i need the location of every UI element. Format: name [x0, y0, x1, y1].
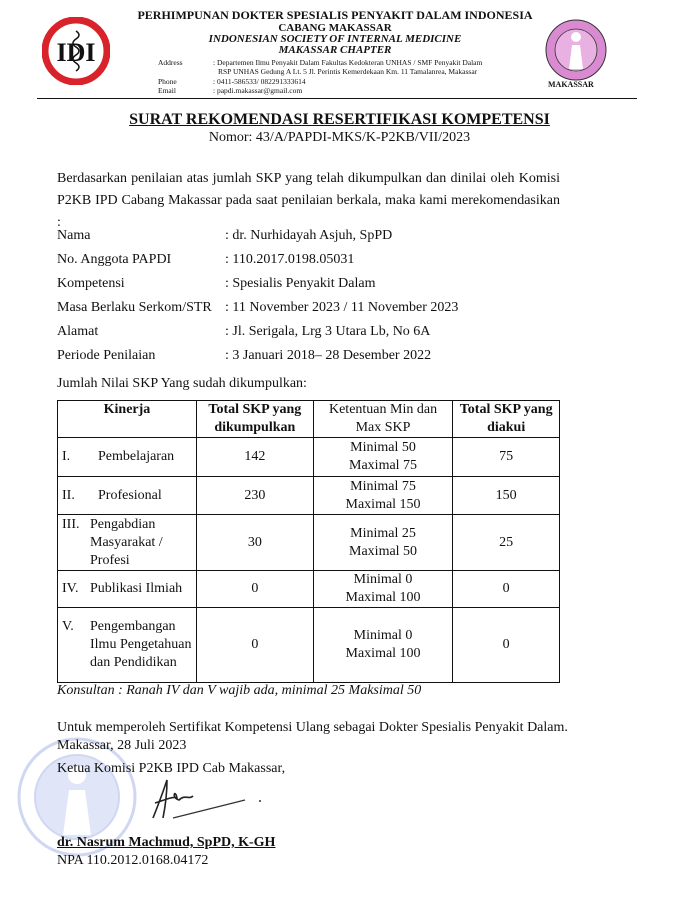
col-header-ketentuan: Ketentuan Min dan Max SKP	[313, 401, 453, 438]
row-number: III.	[62, 516, 80, 532]
document-number: Nomor: 43/A/PAPDI-MKS/K-P2KB/VII/2023	[208, 130, 471, 145]
field-label: Alamat	[57, 324, 99, 339]
kinerja-label: Pengembangan Ilmu Pengetahuan dan Pendidikan	[90, 619, 192, 670]
signer-npa: NPA 110.2012.0168.04172	[57, 853, 209, 868]
max-value: Maximal 150	[345, 496, 421, 512]
field-value: : 110.2017.0198.05031	[225, 252, 355, 267]
table-row	[58, 477, 560, 515]
field-label: Masa Berlaku Serkom/STR	[57, 300, 212, 315]
chapter-en: MAKASSAR CHAPTER	[278, 44, 392, 56]
max-value: Maximal 50	[349, 543, 418, 559]
row-number: II.	[62, 487, 75, 503]
max-value: Maximal 100	[345, 590, 421, 605]
table-caption: Jumlah Nilai SKP Yang sudah dikumpulkan:	[57, 376, 307, 391]
field-value: : dr. Nurhidayah Asjuh, SpPD	[225, 228, 393, 243]
cell-diakui: 0	[453, 571, 560, 608]
table-note: Konsultan : Ranah IV dan V wajib ada, minimal 25 Maksimal 50	[57, 683, 422, 698]
cell-kinerja	[58, 515, 197, 571]
min-value: Minimal 25	[350, 525, 416, 541]
cell-kinerja	[58, 571, 197, 608]
closing-text: Untuk memperoleh Sertifikat Kompetensi Ulang sebagai Dokter Spesialis Penyakit Dalam.	[57, 720, 568, 735]
table-row	[58, 438, 560, 477]
signature	[145, 778, 270, 823]
header-divider	[37, 98, 637, 99]
phone-label: Phone	[158, 77, 177, 86]
field-value: : 3 Januari 2018– 28 Desember 2022	[225, 348, 432, 363]
email-label: Email	[158, 86, 176, 95]
signer-title: Ketua Komisi P2KB IPD Cab Makassar,	[57, 761, 286, 776]
table-row	[58, 571, 560, 608]
min-value: Minimal 0	[353, 628, 413, 643]
table-row	[58, 515, 560, 571]
cell-total: 0	[196, 571, 313, 608]
intro-paragraph: Berdasarkan penilaian atas jumlah SKP yang telah dikumpulkan dan dinilai oleh Komisi P2KB IPD Cabang Makassar pada saat penilaian berkala, maka kami merekomendasikan :	[57, 171, 560, 230]
min-value: Minimal 75	[350, 478, 416, 494]
min-value: Minimal 0	[353, 572, 413, 587]
phone: : 0411-586533/ 082291333614	[213, 77, 306, 86]
cell-ketentuan	[313, 515, 453, 571]
right-logo-caption: MAKASSAR	[548, 80, 594, 89]
document-title: SURAT REKOMENDASI RESERTIFIKASI KOMPETENSI	[129, 111, 550, 128]
field-label: Periode Penilaian	[57, 348, 156, 363]
kinerja-label: Profesional	[98, 487, 162, 503]
cell-diakui: 150	[453, 477, 560, 515]
cell-ketentuan	[313, 571, 453, 608]
table-row	[58, 608, 560, 683]
field-label: Kompetensi	[57, 276, 125, 291]
cell-diakui: 75	[453, 438, 560, 477]
cell-kinerja	[58, 608, 197, 683]
row-number: I.	[62, 449, 71, 464]
cell-kinerja	[58, 477, 197, 515]
field-value: : Spesialis Penyakit Dalam	[225, 276, 376, 291]
field-label: No. Anggota PAPDI	[57, 252, 172, 267]
max-value: Maximal 75	[349, 458, 418, 473]
cell-ketentuan	[313, 477, 453, 515]
cell-diakui: 25	[453, 515, 560, 571]
kinerja-label: Pengabdian Masyarakat / Profesi	[90, 516, 163, 568]
idi-logo	[42, 17, 110, 85]
cell-total: 230	[196, 477, 313, 515]
place-date: Makassar, 28 Juli 2023	[57, 738, 187, 753]
field-value: : Jl. Serigala, Lrg 3 Utara Lb, No 6A	[225, 324, 431, 339]
row-number: IV.	[62, 581, 79, 596]
col-header-diakui: Total SKP yang diakui	[453, 401, 560, 438]
svg-text:IDI: IDI	[56, 38, 96, 67]
org-branch: CABANG MAKASSAR	[278, 22, 392, 34]
cell-total: 30	[196, 515, 313, 571]
field-label: Nama	[57, 228, 91, 243]
papdi-logo	[545, 17, 607, 87]
kinerja-label: Publikasi Ilmiah	[90, 581, 183, 596]
cell-total: 0	[196, 608, 313, 683]
min-value: Minimal 50	[350, 440, 416, 455]
cell-ketentuan	[313, 438, 453, 477]
field-value: : 11 November 2023 / 11 November 2023	[225, 300, 459, 315]
col-header-kinerja: Kinerja	[58, 401, 197, 438]
cell-diakui: 0	[453, 608, 560, 683]
address-line1: : Departemen Ilmu Penyakit Dalam Fakultas Kedokteran UNHAS / SMF Penyakit Dalam	[213, 58, 483, 67]
col-header-total: Total SKP yang dikumpulkan	[196, 401, 313, 438]
address-line2: RSP UNHAS Gedung A Lt. 5 Jl. Perintis Kemerdekaan Km. 11 Tamalanrea, Makassar	[218, 67, 478, 76]
row-number: V.	[62, 619, 74, 634]
org-name-en: INDONESIAN SOCIETY OF INTERNAL MEDICINE	[208, 33, 462, 45]
cell-total: 142	[196, 438, 313, 477]
org-name: PERHIMPUNAN DOKTER SPESIALIS PENYAKIT DALAM INDONESIA	[137, 8, 533, 22]
signer-name: dr. Nasrum Machmud, SpPD, K-GH	[57, 835, 276, 850]
kinerja-label: Pembelajaran	[98, 449, 175, 464]
skp-table	[57, 400, 560, 683]
max-value: Maximal 100	[345, 646, 421, 661]
email: : papdi.makassar@gmail.com	[213, 86, 303, 95]
cell-ketentuan	[313, 608, 453, 683]
address-label: Address	[158, 58, 183, 67]
cell-kinerja	[58, 438, 197, 477]
